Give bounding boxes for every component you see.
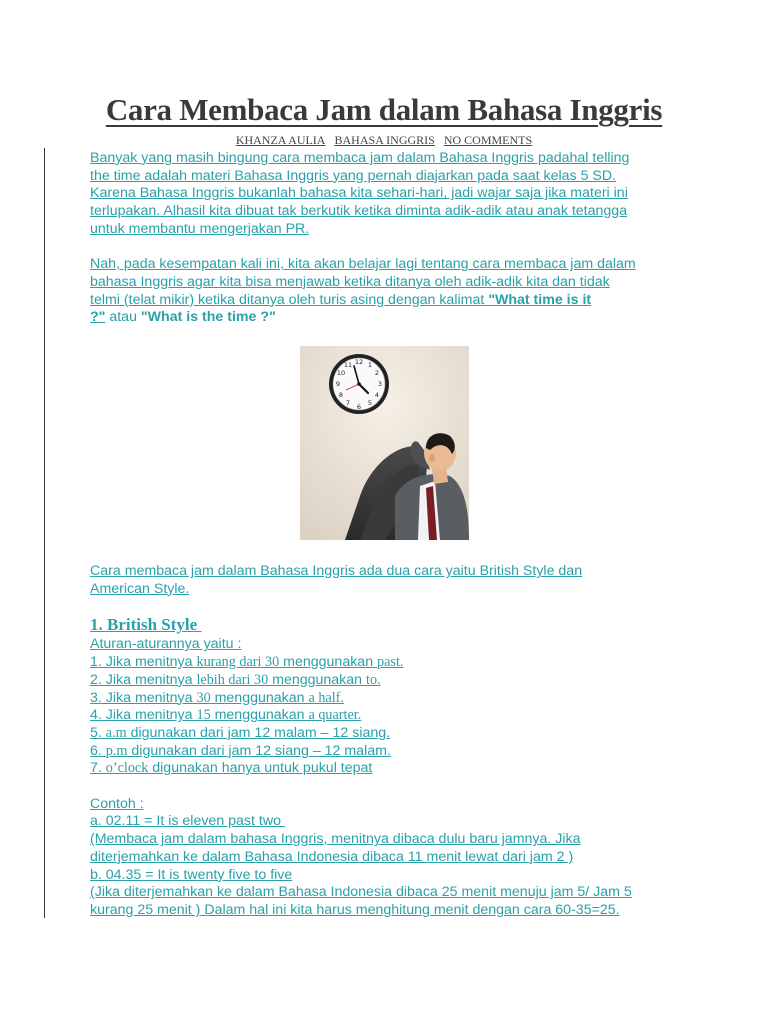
article-title: Cara Membaca Jam dalam Bahasa Inggris (105, 92, 663, 127)
category-link[interactable]: BAHASA INGGRIS (334, 133, 435, 147)
text-line[interactable]: bahasa Inggris agar kita bisa menjawab ketika ditanya oleh adik-adik kita dan tidak (90, 273, 610, 290)
text-run: atau (105, 309, 141, 326)
text-line[interactable]: terlupakan. Alhasil kita dibuat tak berkutik ketika diminta adik-adik atau anak tetangga (90, 203, 628, 220)
wall-clock-icon (329, 354, 389, 414)
text-line[interactable]: Cara membaca jam dalam Bahasa Inggris ada dua cara yaitu British Style dan (90, 563, 583, 580)
svg-text:3: 3 (377, 380, 383, 388)
text-line[interactable]: untuk membantu mengerjakan PR. (90, 220, 310, 237)
example-line[interactable]: kurang 25 menit ) Dalam hal ini kita harus menghitung menit dengan cara 60-35=25. (90, 901, 620, 918)
example-line[interactable]: (Membaca jam dalam bahasa Inggris, menitnya dibaca dulu baru jamnya. Jika (90, 831, 581, 848)
text-line (90, 292, 680, 310)
question-bold[interactable]: ?" (90, 309, 106, 326)
svg-text:9: 9 (335, 380, 341, 388)
rules-list (90, 654, 680, 778)
author-link[interactable]: KHANZA AULIA (235, 133, 326, 147)
example-line[interactable]: a. 02.11 = It is eleven past two (90, 813, 285, 830)
man-looking-at-clock-image (300, 346, 469, 540)
svg-text:11: 11 (343, 361, 353, 369)
list-item[interactable]: 6. p.m digunakan dari jam 12 siang – 12 malam. (90, 742, 391, 759)
intro-paragraph-1 (90, 150, 680, 239)
left-margin-rule (44, 148, 45, 918)
example-line[interactable]: (Jika diterjemahkan ke dalam Bahasa Indonesia dibaca 25 menit menuju jam 5/ Jam 5 (90, 884, 632, 901)
styles-intro (90, 563, 680, 598)
svg-text:5: 5 (367, 399, 373, 407)
text-line[interactable]: the time adalah materi Bahasa Inggris yang pernah diajarkan pada saat kelas 5 SD. (90, 167, 617, 184)
examples-list (90, 813, 680, 919)
list-item[interactable]: 2. Jika menitnya lebih dari 30 menggunakan to. (90, 671, 381, 688)
svg-text:2: 2 (374, 369, 380, 377)
svg-text:12: 12 (354, 358, 364, 366)
svg-text:7: 7 (345, 399, 351, 407)
intro-paragraph-2 (90, 256, 680, 327)
text-line[interactable]: Banyak yang masih bingung cara membaca jam dalam Bahasa Inggris padahal telling (90, 150, 630, 166)
rules-label[interactable]: Aturan-aturannya yaitu : (90, 636, 242, 653)
list-item[interactable]: 1. Jika menitnya kurang dari 30 menggunakan past. (90, 654, 404, 671)
example-line[interactable]: diterjemahkan ke dalam Bahasa Indonesia dibaca 11 menit lewat dari jam 2 ) (90, 848, 574, 865)
text-line[interactable]: American Style. (90, 580, 190, 597)
section-heading-british[interactable]: 1. British Style (90, 615, 202, 635)
svg-text:8: 8 (338, 391, 344, 399)
text-line[interactable]: Karena Bahasa Inggris bukanlah bahasa kita sehari-hari, jadi wajar saja jika materi ini (90, 185, 628, 202)
svg-text:1: 1 (367, 361, 373, 369)
svg-text:10: 10 (336, 369, 346, 377)
svg-text:6: 6 (356, 403, 362, 411)
question-bold-2: "What is the time ?" (140, 309, 276, 326)
question-bold[interactable]: "What time is it (488, 291, 592, 308)
example-label[interactable]: Contoh : (90, 795, 144, 812)
article-meta (0, 133, 768, 148)
clock-illustration (300, 346, 469, 540)
list-item[interactable]: 5. a.m digunakan dari jam 12 malam – 12 siang. (90, 724, 391, 741)
comments-link[interactable]: NO COMMENTS (443, 133, 533, 147)
text-line (90, 309, 680, 327)
list-item[interactable]: 7. o’clock digunakan hanya untuk pukul tepat (90, 760, 373, 777)
list-item[interactable]: 3. Jika menitnya 30 menggunakan a half. (90, 689, 344, 706)
text-run[interactable]: telmi (telat mikir) ketika ditanya oleh turis asing dengan kalimat (90, 291, 489, 308)
example-line[interactable]: b. 04.35 = It is twenty five to five (90, 866, 293, 883)
svg-text:4: 4 (374, 391, 380, 399)
list-item[interactable]: 4. Jika menitnya 15 menggunakan a quarter. (90, 707, 362, 724)
text-line[interactable]: Nah, pada kesempatan kali ini, kita akan belajar lagi tentang cara membaca jam dalam (90, 256, 636, 273)
